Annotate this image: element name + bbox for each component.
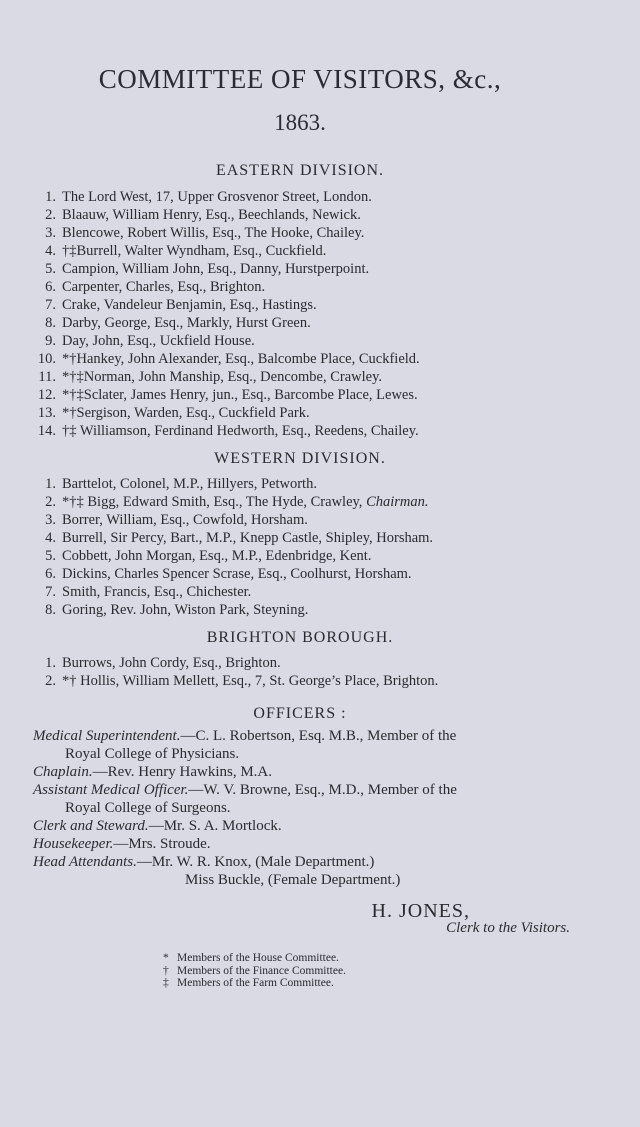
item-number: 4. (45, 243, 56, 259)
item-number: 12. (37, 387, 56, 403)
item-text: Campion, William John, Esq., Danny, Hurstperpoint. (62, 261, 370, 277)
officer-text: —Mr. S. A. Mortlock. (148, 818, 282, 834)
officer-role: Head Attendants. (33, 854, 137, 870)
officer-role: Housekeeper. (33, 836, 114, 852)
list-item (28, 224, 598, 242)
item-text: Day, John, Esq., Uckfield House. (62, 333, 255, 349)
officer-chaplain (33, 763, 603, 781)
officer-continuation: Miss Buckle, (Female Department.) (185, 872, 401, 888)
brighton-list (28, 654, 598, 690)
item-text: *†Hankey, John Alexander, Esq., Balcombe Place, Cuckfield. (62, 351, 420, 367)
footnote-symbol: * (163, 952, 169, 964)
list-item (28, 654, 598, 672)
officer-head-attendants (33, 853, 603, 871)
list-item (28, 565, 598, 583)
list-item (28, 404, 598, 422)
footnote-text: Members of the Farm Committee. (177, 977, 334, 989)
item-text: Goring, Rev. John, Wiston Park, Steyning. (62, 602, 309, 618)
item-number: 1. (45, 476, 56, 492)
page-title: COMMITTEE OF VISITORS, &c., (98, 64, 502, 94)
officer-medical (33, 727, 603, 745)
item-number: 1. (45, 655, 56, 671)
list-item (28, 242, 598, 260)
item-number: 14. (37, 423, 56, 439)
footnote-symbol: † (163, 964, 169, 977)
item-text: Barttelot, Colonel, M.P., Hillyers, Petworth. (62, 476, 317, 492)
item-number: 8. (45, 315, 56, 331)
list-item (28, 296, 598, 314)
officer-text: —Mr. W. R. Knox, (Male Department.) (136, 854, 375, 870)
item-number: 4. (45, 530, 56, 546)
item-text: Borrer, William, Esq., Cowfold, Horsham. (62, 512, 308, 528)
item-text: Burrows, John Cordy, Esq., Brighton. (62, 655, 281, 671)
item-number: 1. (45, 189, 56, 205)
item-text: Blaauw, William Henry, Esq., Beechlands, Newick. (62, 207, 361, 223)
item-text: Blencowe, Robert Willis, Esq., The Hooke, Chailey. (62, 225, 365, 241)
item-text: †‡Burrell, Walter Wyndham, Esq., Cuckfield. (62, 243, 327, 259)
item-number: 5. (45, 261, 56, 277)
item-number: 11. (38, 369, 56, 385)
item-number: 5. (45, 548, 56, 564)
item-number: 10. (37, 351, 56, 367)
item-number: 2. (45, 673, 56, 689)
item-text: The Lord West, 17, Upper Grosvenor Street, London. (62, 189, 372, 205)
item-text: Crake, Vandeleur Benjamin, Esq., Hastings. (62, 297, 317, 313)
item-number: 6. (45, 279, 56, 295)
officer-role: Chaplain. (33, 764, 93, 780)
year: 1863. (274, 110, 326, 135)
item-text: Smith, Francis, Esq., Chichester. (62, 584, 252, 600)
item-text: *†‡ Bigg, Edward Smith, Esq., The Hyde, Crawley, (62, 494, 367, 510)
list-item (28, 206, 598, 224)
officers-list (33, 727, 603, 889)
item-text: †‡ Williamson, Ferdinand Hedworth, Esq., Reedens, Chailey. (62, 423, 419, 439)
item-text: Burrell, Sir Percy, Bart., M.P., Knepp Castle, Shipley, Horsham. (62, 530, 434, 546)
officer-role: Clerk and Steward. (33, 818, 149, 834)
footnote-symbol: ‡ (163, 977, 169, 989)
item-text: Carpenter, Charles, Esq., Brighton. (62, 279, 266, 295)
item-number: 3. (45, 512, 56, 528)
officer-role: Medical Superintendent. (33, 728, 181, 744)
list-item (28, 583, 598, 601)
item-text: *†‡Norman, John Manship, Esq., Dencombe, Crawley. (62, 369, 383, 385)
list-item (28, 493, 598, 511)
officer-role: Assistant Medical Officer. (33, 782, 189, 798)
eastern-heading: EASTERN DIVISION. (215, 162, 385, 179)
footnote-text: Members of the Finance Committee. (177, 964, 346, 977)
item-number: 2. (45, 494, 56, 510)
signature-name: H. JONES, (371, 900, 470, 922)
item-number: 6. (45, 566, 56, 582)
list-item (28, 332, 598, 350)
list-item (28, 475, 598, 493)
list-item (28, 188, 598, 206)
list-item (28, 547, 598, 565)
list-item (28, 672, 598, 690)
list-item (28, 368, 598, 386)
item-number: 13. (37, 405, 56, 421)
officer-housekeeper (33, 835, 603, 853)
item-number: 2. (45, 207, 56, 223)
officer-clerk (33, 817, 603, 835)
footnote (163, 952, 346, 965)
list-item (28, 601, 598, 619)
item-number: 7. (45, 584, 56, 600)
footnotes (163, 952, 346, 990)
list-item (28, 260, 598, 278)
brighton-heading: BRIGHTON BOROUGH. (206, 629, 394, 646)
western-list (28, 475, 598, 619)
item-text: *† Hollis, William Mellett, Esq., 7, St. George’s Place, Brighton. (62, 673, 439, 689)
item-text: Cobbett, John Morgan, Esq., M.P., Edenbridge, Kent. (62, 548, 372, 564)
list-item (28, 314, 598, 332)
eastern-list (28, 188, 598, 440)
footnote-text: Members of the House Committee. (177, 952, 339, 964)
officer-text: —W. V. Browne, Esq., M.D., Member of the (188, 782, 457, 798)
item-number: 8. (45, 602, 56, 618)
officer-assistant (33, 781, 603, 799)
footnote (163, 977, 346, 990)
item-text: Dickins, Charles Spencer Scrase, Esq., Coolhurst, Horsham. (62, 566, 412, 582)
list-item (28, 278, 598, 296)
officer-continuation: Royal College of Surgeons. (65, 800, 231, 816)
item-number: 7. (45, 297, 56, 313)
item-number: 3. (45, 225, 56, 241)
officer-continuation: Royal College of Physicians. (65, 746, 240, 762)
footnote (163, 965, 346, 978)
item-text: *†Sergison, Warden, Esq., Cuckfield Park. (62, 405, 310, 421)
item-text: Darby, George, Esq., Markly, Hurst Green. (62, 315, 311, 331)
signature-title: Clerk to the Visitors. (446, 920, 570, 936)
list-item (28, 350, 598, 368)
officer-text: —Rev. Henry Hawkins, M.A. (92, 764, 273, 780)
list-item (28, 529, 598, 547)
officer-text: —C. L. Robertson, Esq. M.B., Member of the (180, 728, 457, 744)
item-text: *†‡Sclater, James Henry, jun., Esq., Barcombe Place, Lewes. (62, 387, 418, 403)
officers-heading: OFFICERS : (253, 705, 347, 722)
item-number: 9. (45, 333, 56, 349)
list-item (28, 422, 598, 440)
list-item (28, 511, 598, 529)
chairman-label: Chairman. (366, 494, 429, 510)
western-heading: WESTERN DIVISION. (214, 450, 386, 467)
officer-text: —Mrs. Stroude. (113, 836, 211, 852)
list-item (28, 386, 598, 404)
